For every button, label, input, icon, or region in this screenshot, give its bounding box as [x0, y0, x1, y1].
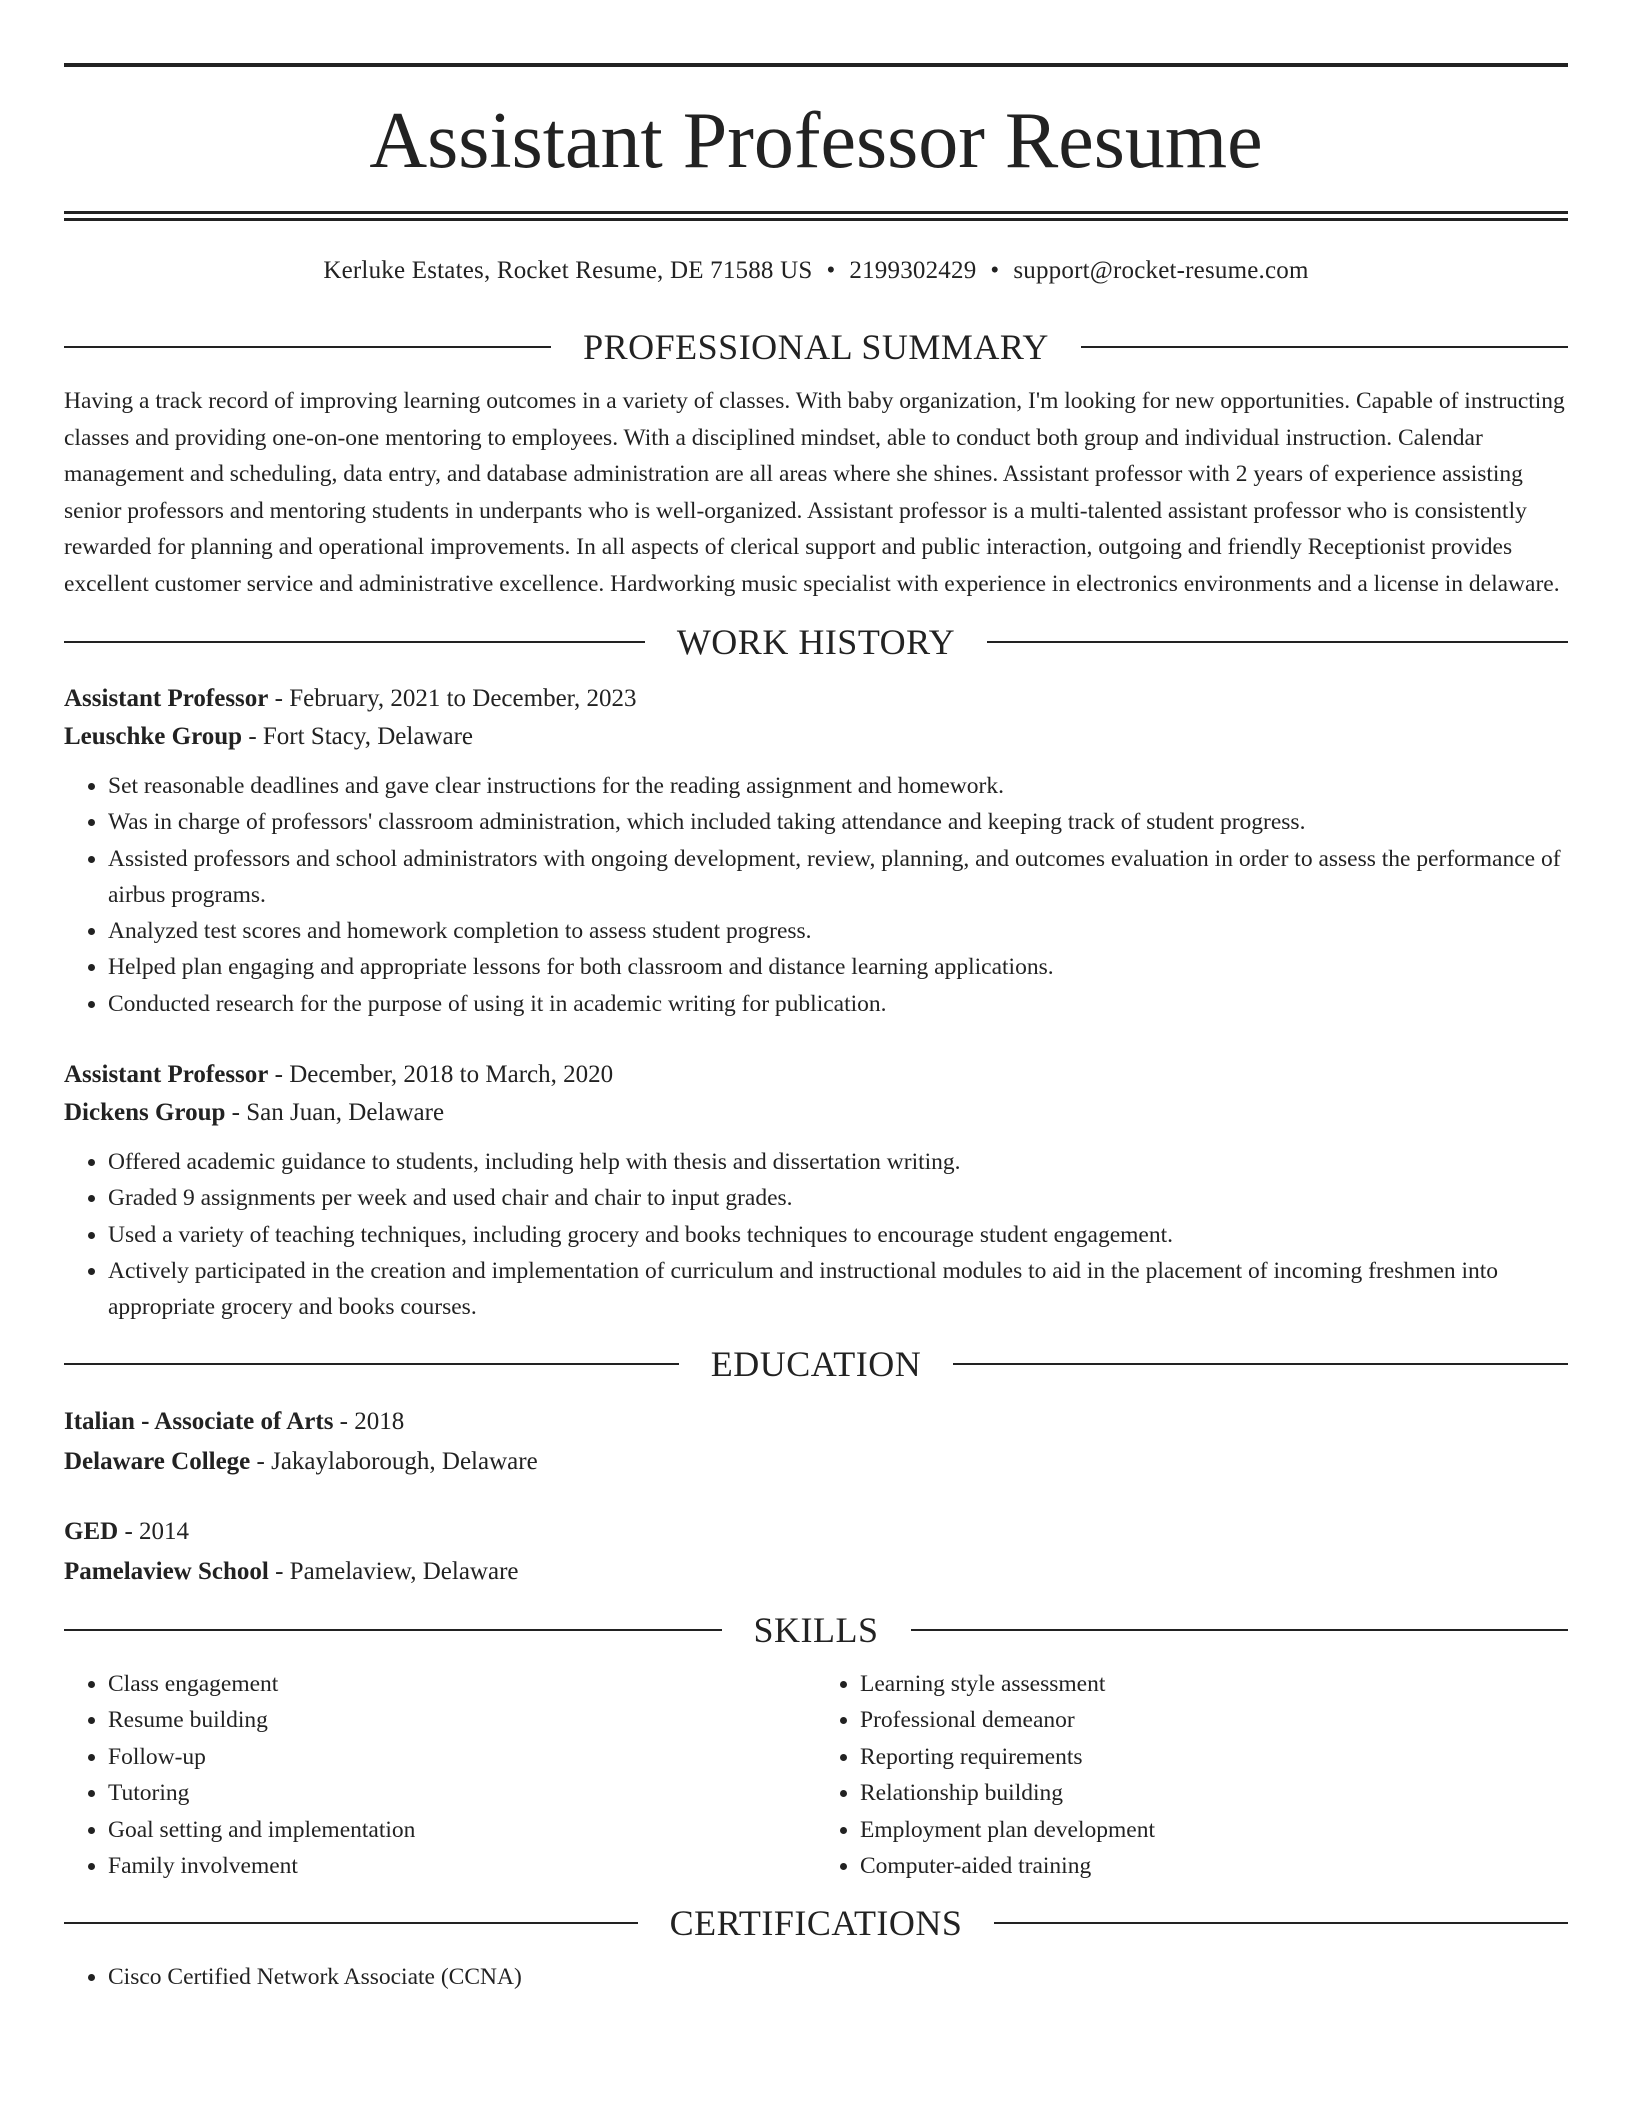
contact-separator: • — [826, 257, 836, 284]
education-school: Delaware College — [64, 1447, 251, 1475]
education-school: Pamelaview School — [64, 1557, 269, 1585]
heading-rule — [64, 641, 645, 643]
education-degree: GED — [64, 1517, 119, 1545]
heading-rule — [953, 1363, 1568, 1365]
list-item: • Computer-aided training — [860, 1848, 1568, 1885]
list-item: • Assisted professors and school administrators with ongoing development, review, planning, and outcomes evaluation in order to assess the performance of airbus programs. — [108, 841, 1568, 914]
job-company: Dickens Group — [64, 1099, 226, 1127]
job-title: Assistant Professor — [64, 1061, 269, 1089]
skills-list-left — [64, 1666, 816, 1885]
job-title-line — [64, 1056, 1568, 1094]
work-section-title: WORK HISTORY — [676, 622, 956, 662]
job-entry — [64, 1056, 1568, 1325]
heading-rule — [987, 641, 1568, 643]
job-duties-list — [64, 768, 1568, 1022]
list-item: • Learning style assessment — [860, 1666, 1568, 1703]
list-item: • Set reasonable deadlines and gave clear instructions for the reading assignment and homework. — [108, 768, 1568, 804]
job-entry — [64, 680, 1568, 1022]
education-location: - Pamelaview, Delaware — [268, 1557, 519, 1585]
page-title: Assistant Professor Resume — [369, 97, 1263, 185]
list-item: • Actively participated in the creation and implementation of curriculum and instructional modules to aid in the placement of incoming freshmen into appropriate grocery and books courses. — [108, 1253, 1568, 1326]
summary-section-title: PROFESSIONAL SUMMARY — [583, 327, 1049, 367]
contact-phone: 2199302429 — [849, 257, 977, 284]
certifications-section-heading — [64, 1901, 1568, 1945]
education-year: - 2018 — [333, 1407, 405, 1435]
skills-grid — [64, 1666, 1568, 1885]
list-item: • Reporting requirements — [860, 1739, 1568, 1776]
education-entry — [64, 1402, 1568, 1482]
summary-text: Having a track record of improving learning outcomes in a variety of classes. With baby organization, I'm looking for new opportunities. Capable of instructing classes and providing one-on-one mentoring to employees. With a disciplined mindset, able to conduct both group and individual instruction. Calendar management and scheduling, data entry, and database administration are all areas where she shines. Assistant professor with 2 years of experience assisting senior professors and mentoring students in underpants who is well-organized. Assistant professor is a multi-talented assistant professor who is consistently rewarded for planning and operational improvements. In all aspects of clerical support and public interaction, outgoing and friendly Receptionist provides excellent customer service and administrative excellence. Hardworking music specialist with experience in electronics environments and a license in delaware. — [64, 388, 1565, 597]
contact-line — [64, 255, 1568, 287]
list-item: • Conducted research for the purpose of using it in academic writing for publication. — [108, 986, 1568, 1022]
list-item: • Analyzed test scores and homework completion to assess student progress. — [108, 913, 1568, 949]
top-rule — [64, 63, 1568, 67]
certifications-list — [64, 1959, 1568, 1995]
job-title: Assistant Professor — [64, 685, 269, 712]
list-item: • Relationship building — [860, 1775, 1568, 1812]
contact-email[interactable]: support@rocket-resume.com — [1013, 257, 1309, 284]
list-item: • Goal setting and implementation — [108, 1812, 816, 1849]
list-item: • Professional demeanor — [860, 1702, 1568, 1739]
heading-rule — [64, 346, 551, 348]
education-school-line — [64, 1442, 1568, 1482]
list-item: • Resume building — [108, 1702, 816, 1739]
job-company-line — [64, 1094, 1568, 1132]
education-entry — [64, 1512, 1568, 1592]
job-location: - Fort Stacy, Delaware — [242, 723, 473, 750]
contact-separator: • — [990, 257, 1000, 284]
list-item: • Follow-up — [108, 1739, 816, 1776]
job-company-line — [64, 718, 1568, 756]
skills-list-right — [816, 1666, 1568, 1885]
list-item: • Employment plan development — [860, 1812, 1568, 1849]
list-item: • Offered academic guidance to students, including help with thesis and dissertation writing. — [108, 1144, 1568, 1180]
job-dates: - December, 2018 to March, 2020 — [268, 1061, 614, 1089]
title-double-rule — [64, 211, 1568, 221]
list-item: • Family involvement — [108, 1848, 816, 1885]
job-title-line — [64, 680, 1568, 718]
list-item: • Was in charge of professors' classroom administration, which included taking attendance and keeping track of student progress. — [108, 804, 1568, 840]
education-section-title: EDUCATION — [710, 1343, 922, 1384]
heading-rule — [911, 1629, 1569, 1631]
skills-section-title: SKILLS — [753, 1609, 879, 1650]
heading-rule — [64, 1922, 638, 1924]
list-item: • Cisco Certified Network Associate (CCNA) — [108, 1959, 1568, 1995]
heading-rule — [64, 1363, 679, 1365]
contact-address: Kerluke Estates, Rocket Resume, DE 71588 US — [323, 257, 813, 284]
education-location: - Jakaylaborough, Delaware — [250, 1447, 538, 1475]
education-degree: Italian - Associate of Arts — [64, 1407, 334, 1435]
job-dates: - February, 2021 to December, 2023 — [268, 685, 637, 712]
list-item: • Helped plan engaging and appropriate lessons for both classroom and distance learning applications. — [108, 949, 1568, 985]
job-location: - San Juan, Delaware — [225, 1099, 445, 1127]
heading-rule — [64, 1629, 722, 1631]
job-duties-list — [64, 1144, 1568, 1325]
heading-rule — [1081, 346, 1568, 348]
education-degree-line — [64, 1512, 1568, 1552]
certifications-section-title: CERTIFICATIONS — [669, 1902, 963, 1943]
summary-section-heading — [64, 325, 1568, 369]
list-item: • Class engagement — [108, 1666, 816, 1703]
work-section-heading — [64, 620, 1568, 664]
education-school-line — [64, 1552, 1568, 1592]
education-degree-line — [64, 1402, 1568, 1442]
list-item: • Tutoring — [108, 1775, 816, 1812]
list-item: • Used a variety of teaching techniques, including grocery and books techniques to encourage student engagement. — [108, 1217, 1568, 1253]
job-company: Leuschke Group — [64, 723, 243, 750]
skills-section-heading — [64, 1608, 1568, 1652]
list-item: • Graded 9 assignments per week and used chair and chair to input grades. — [108, 1180, 1568, 1216]
education-year: - 2014 — [118, 1517, 190, 1545]
education-section-heading — [64, 1342, 1568, 1386]
heading-rule — [994, 1922, 1568, 1924]
